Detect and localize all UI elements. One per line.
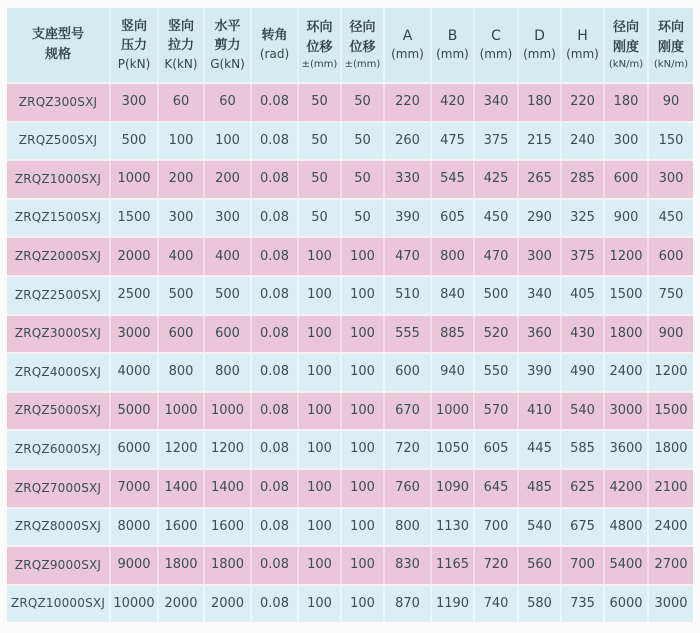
cell-value: 540 xyxy=(519,509,560,546)
header-line: 支座型号 xyxy=(31,27,84,43)
header-cell xyxy=(252,8,297,82)
cell-value: 300 xyxy=(519,238,560,275)
header-line: G(kN) xyxy=(210,56,245,71)
cell-value: 450 xyxy=(649,200,693,237)
header-line: (mm) xyxy=(479,47,513,62)
cell-value: 800 xyxy=(385,509,430,546)
cell-value: 600 xyxy=(385,354,430,391)
cell-value: 100 xyxy=(342,393,383,430)
cell-value: 0.08 xyxy=(252,431,297,468)
header-line: 刚度 xyxy=(612,39,639,55)
table-row xyxy=(7,161,693,198)
cell-value: 420 xyxy=(432,84,473,121)
cell-value: 800 xyxy=(205,354,250,391)
cell-value: 1000 xyxy=(159,393,203,430)
cell-model: ZRQZ8000SXJ xyxy=(7,509,109,546)
cell-value: 0.08 xyxy=(252,470,297,507)
cell-value: 2400 xyxy=(649,509,693,546)
cell-value: 700 xyxy=(475,509,517,546)
cell-value: 600 xyxy=(649,238,693,275)
cell-value: 100 xyxy=(342,586,383,623)
cell-value: 870 xyxy=(385,586,430,623)
cell-value: 605 xyxy=(432,200,473,237)
cell-value: 100 xyxy=(299,547,340,584)
header-line: 径向 xyxy=(612,19,639,35)
cell-value: 0.08 xyxy=(252,84,297,121)
cell-value: 1200 xyxy=(159,431,203,468)
cell-value: 1200 xyxy=(205,431,250,468)
cell-value: 445 xyxy=(519,431,560,468)
cell-value: 3000 xyxy=(649,586,693,623)
cell-value: 100 xyxy=(299,470,340,507)
header-cell xyxy=(432,8,473,82)
header-line: D xyxy=(534,28,545,45)
cell-value: 500 xyxy=(475,277,517,314)
cell-model: ZRQZ10000SXJ xyxy=(7,586,109,623)
cell-value: 215 xyxy=(519,123,560,160)
cell-value: 300 xyxy=(111,84,157,121)
bearing-spec-table xyxy=(7,8,693,622)
cell-value: 0.08 xyxy=(252,509,297,546)
header-line: 环向 xyxy=(657,19,684,35)
cell-value: 750 xyxy=(649,277,693,314)
header-line: (kN/m) xyxy=(653,59,689,71)
cell-value: 425 xyxy=(475,161,517,198)
cell-value: 265 xyxy=(519,161,560,198)
cell-value: 100 xyxy=(299,277,340,314)
header-cell xyxy=(342,8,383,82)
header-cell xyxy=(385,8,430,82)
cell-value: 2000 xyxy=(111,238,157,275)
header-line: (mm) xyxy=(523,47,556,62)
cell-value: 540 xyxy=(562,393,603,430)
header-cell xyxy=(562,8,603,82)
cell-value: 555 xyxy=(385,316,430,353)
cell-value: 405 xyxy=(562,277,603,314)
cell-value: 0.08 xyxy=(252,277,297,314)
cell-value: 2400 xyxy=(605,354,647,391)
cell-value: 1200 xyxy=(649,354,693,391)
header-line: 拉力 xyxy=(167,38,194,54)
cell-value: 100 xyxy=(342,354,383,391)
header-line: (kN/m) xyxy=(608,59,644,71)
table-row xyxy=(7,393,693,430)
cell-value: 180 xyxy=(519,84,560,121)
cell-value: 900 xyxy=(649,316,693,353)
header-line: 规格 xyxy=(44,47,71,62)
cell-value: 760 xyxy=(385,470,430,507)
cell-value: 0.08 xyxy=(252,586,297,623)
cell-value: 260 xyxy=(385,123,430,160)
cell-value: 100 xyxy=(159,123,203,160)
table-row xyxy=(7,509,693,546)
header-cell xyxy=(519,8,560,82)
cell-value: 0.08 xyxy=(252,547,297,584)
header-line: 压力 xyxy=(120,38,147,54)
cell-value: 510 xyxy=(385,277,430,314)
cell-value: 200 xyxy=(159,161,203,198)
header-cell xyxy=(649,8,693,82)
cell-value: 550 xyxy=(475,354,517,391)
header-line: 水平 xyxy=(214,18,241,34)
cell-value: 340 xyxy=(519,277,560,314)
header-line: ±(mm) xyxy=(301,59,338,71)
cell-value: 605 xyxy=(475,431,517,468)
cell-value: 50 xyxy=(342,200,383,237)
cell-value: 600 xyxy=(205,316,250,353)
cell-value: 7000 xyxy=(111,470,157,507)
cell-value: 2700 xyxy=(649,547,693,584)
cell-model: ZRQZ6000SXJ xyxy=(7,431,109,468)
cell-value: 90 xyxy=(649,84,693,121)
cell-value: 485 xyxy=(519,470,560,507)
cell-value: 300 xyxy=(159,200,203,237)
cell-value: 1165 xyxy=(432,547,473,584)
cell-model: ZRQZ500SXJ xyxy=(7,123,109,160)
cell-value: 675 xyxy=(562,509,603,546)
cell-value: 5400 xyxy=(605,547,647,584)
header-cell xyxy=(205,8,250,82)
cell-value: 340 xyxy=(475,84,517,121)
table-row xyxy=(7,586,693,623)
cell-value: 1500 xyxy=(649,393,693,430)
header-line: B xyxy=(447,28,458,45)
cell-value: 840 xyxy=(432,277,473,314)
cell-value: 940 xyxy=(432,354,473,391)
cell-value: 3600 xyxy=(605,431,647,468)
cell-value: 670 xyxy=(385,393,430,430)
cell-value: 360 xyxy=(519,316,560,353)
cell-value: 220 xyxy=(562,84,603,121)
cell-value: 570 xyxy=(475,393,517,430)
cell-value: 400 xyxy=(159,238,203,275)
cell-value: 100 xyxy=(299,354,340,391)
cell-value: 0.08 xyxy=(252,316,297,353)
cell-model: ZRQZ3000SXJ xyxy=(7,316,109,353)
cell-value: 475 xyxy=(432,123,473,160)
table-row xyxy=(7,431,693,468)
cell-value: 4200 xyxy=(605,470,647,507)
cell-value: 180 xyxy=(605,84,647,121)
cell-value: 285 xyxy=(562,161,603,198)
cell-value: 470 xyxy=(385,238,430,275)
header-line: 径向 xyxy=(349,19,376,35)
cell-value: 150 xyxy=(649,123,693,160)
cell-value: 100 xyxy=(342,238,383,275)
cell-value: 735 xyxy=(562,586,603,623)
cell-value: 50 xyxy=(299,123,340,160)
cell-value: 1600 xyxy=(205,509,250,546)
cell-value: 500 xyxy=(111,123,157,160)
table-row xyxy=(7,238,693,275)
cell-value: 450 xyxy=(475,200,517,237)
cell-value: 50 xyxy=(299,161,340,198)
cell-value: 200 xyxy=(205,161,250,198)
cell-value: 100 xyxy=(205,123,250,160)
cell-value: 410 xyxy=(519,393,560,430)
cell-value: 100 xyxy=(342,470,383,507)
cell-value: 100 xyxy=(299,393,340,430)
cell-value: 100 xyxy=(342,431,383,468)
table-row xyxy=(7,354,693,391)
cell-value: 3000 xyxy=(605,393,647,430)
cell-value: 100 xyxy=(299,509,340,546)
cell-value: 60 xyxy=(205,84,250,121)
cell-model: ZRQZ7000SXJ xyxy=(7,470,109,507)
header-line: 位移 xyxy=(306,39,333,55)
cell-value: 50 xyxy=(342,161,383,198)
header-line: 剪力 xyxy=(214,38,241,54)
header-line: 刚度 xyxy=(657,39,684,55)
cell-value: 0.08 xyxy=(252,238,297,275)
cell-value: 2100 xyxy=(649,470,693,507)
cell-value: 330 xyxy=(385,161,430,198)
cell-value: 1200 xyxy=(605,238,647,275)
table-row xyxy=(7,316,693,353)
cell-value: 490 xyxy=(562,354,603,391)
cell-value: 0.08 xyxy=(252,200,297,237)
cell-model: ZRQZ2500SXJ xyxy=(7,277,109,314)
cell-value: 50 xyxy=(342,84,383,121)
cell-value: 500 xyxy=(159,277,203,314)
header-cell xyxy=(475,8,517,82)
header-line: P(kN) xyxy=(117,56,151,71)
cell-value: 830 xyxy=(385,547,430,584)
header-line: (mm) xyxy=(391,47,424,62)
table-header-row xyxy=(7,8,693,82)
cell-value: 375 xyxy=(562,238,603,275)
cell-value: 720 xyxy=(475,547,517,584)
cell-value: 3000 xyxy=(111,316,157,353)
header-line: K(kN) xyxy=(164,56,198,71)
cell-value: 100 xyxy=(342,547,383,584)
cell-value: 1800 xyxy=(649,431,693,468)
cell-value: 0.08 xyxy=(252,354,297,391)
cell-value: 1130 xyxy=(432,509,473,546)
cell-value: 1800 xyxy=(605,316,647,353)
cell-value: 0.08 xyxy=(252,393,297,430)
cell-value: 545 xyxy=(432,161,473,198)
cell-value: 50 xyxy=(342,123,383,160)
cell-model: ZRQZ1500SXJ xyxy=(7,200,109,237)
header-cell xyxy=(605,8,647,82)
cell-value: 390 xyxy=(385,200,430,237)
cell-value: 100 xyxy=(342,509,383,546)
cell-value: 580 xyxy=(519,586,560,623)
cell-value: 300 xyxy=(649,161,693,198)
cell-model: ZRQZ5000SXJ xyxy=(7,393,109,430)
cell-value: 220 xyxy=(385,84,430,121)
header-line: 位移 xyxy=(349,39,376,55)
cell-value: 50 xyxy=(299,200,340,237)
cell-value: 375 xyxy=(475,123,517,160)
header-cell xyxy=(111,8,157,82)
header-line: (mm) xyxy=(566,47,599,62)
cell-value: 1000 xyxy=(432,393,473,430)
cell-value: 1600 xyxy=(159,509,203,546)
cell-model: ZRQZ4000SXJ xyxy=(7,354,109,391)
cell-value: 600 xyxy=(159,316,203,353)
cell-value: 1500 xyxy=(111,200,157,237)
cell-value: 600 xyxy=(605,161,647,198)
cell-value: 100 xyxy=(299,586,340,623)
cell-value: 325 xyxy=(562,200,603,237)
header-line: 转角 xyxy=(261,28,288,44)
cell-model: ZRQZ1000SXJ xyxy=(7,161,109,198)
cell-value: 5000 xyxy=(111,393,157,430)
cell-value: 6000 xyxy=(605,586,647,623)
cell-model: ZRQZ9000SXJ xyxy=(7,547,109,584)
cell-value: 700 xyxy=(562,547,603,584)
cell-value: 100 xyxy=(299,238,340,275)
header-line: (mm) xyxy=(436,47,469,62)
cell-value: 1400 xyxy=(205,470,250,507)
table-row xyxy=(7,547,693,584)
cell-value: 560 xyxy=(519,547,560,584)
header-line: C xyxy=(491,28,501,45)
cell-value: 1050 xyxy=(432,431,473,468)
cell-value: 240 xyxy=(562,123,603,160)
header-cell xyxy=(159,8,203,82)
cell-value: 1500 xyxy=(605,277,647,314)
header-line: H xyxy=(577,28,588,45)
table-row xyxy=(7,123,693,160)
table-row xyxy=(7,277,693,314)
cell-value: 290 xyxy=(519,200,560,237)
cell-value: 100 xyxy=(299,316,340,353)
cell-value: 800 xyxy=(159,354,203,391)
cell-value: 2000 xyxy=(205,586,250,623)
cell-value: 430 xyxy=(562,316,603,353)
cell-value: 585 xyxy=(562,431,603,468)
cell-value: 10000 xyxy=(111,586,157,623)
cell-value: 1090 xyxy=(432,470,473,507)
cell-value: 645 xyxy=(475,470,517,507)
cell-value: 0.08 xyxy=(252,161,297,198)
header-cell xyxy=(299,8,340,82)
cell-value: 625 xyxy=(562,470,603,507)
cell-value: 100 xyxy=(342,316,383,353)
cell-value: 100 xyxy=(342,277,383,314)
cell-value: 1800 xyxy=(159,547,203,584)
header-line: 竖向 xyxy=(167,18,194,34)
table-row xyxy=(7,200,693,237)
cell-value: 8000 xyxy=(111,509,157,546)
cell-value: 1190 xyxy=(432,586,473,623)
cell-value: 9000 xyxy=(111,547,157,584)
cell-value: 4800 xyxy=(605,509,647,546)
cell-value: 60 xyxy=(159,84,203,121)
cell-value: 50 xyxy=(299,84,340,121)
header-line: (rad) xyxy=(259,46,290,61)
cell-value: 100 xyxy=(299,431,340,468)
header-line: ±(mm) xyxy=(344,59,381,71)
header-cell xyxy=(7,8,109,82)
header-line: 环向 xyxy=(306,19,333,35)
cell-value: 6000 xyxy=(111,431,157,468)
cell-value: 300 xyxy=(605,123,647,160)
cell-value: 740 xyxy=(475,586,517,623)
cell-value: 1800 xyxy=(205,547,250,584)
cell-value: 500 xyxy=(205,277,250,314)
cell-model: ZRQZ300SXJ xyxy=(7,84,109,121)
header-line: A xyxy=(402,28,413,45)
cell-value: 1000 xyxy=(205,393,250,430)
cell-value: 2000 xyxy=(159,586,203,623)
cell-value: 720 xyxy=(385,431,430,468)
table-row xyxy=(7,84,693,121)
cell-value: 520 xyxy=(475,316,517,353)
cell-value: 900 xyxy=(605,200,647,237)
cell-value: 2500 xyxy=(111,277,157,314)
header-line: 竖向 xyxy=(120,18,147,34)
cell-value: 885 xyxy=(432,316,473,353)
cell-value: 470 xyxy=(475,238,517,275)
cell-value: 1400 xyxy=(159,470,203,507)
cell-value: 1000 xyxy=(111,161,157,198)
table-row xyxy=(7,470,693,507)
cell-value: 300 xyxy=(205,200,250,237)
cell-value: 400 xyxy=(205,238,250,275)
cell-value: 0.08 xyxy=(252,123,297,160)
cell-value: 4000 xyxy=(111,354,157,391)
cell-value: 800 xyxy=(432,238,473,275)
cell-model: ZRQZ2000SXJ xyxy=(7,238,109,275)
cell-value: 390 xyxy=(519,354,560,391)
